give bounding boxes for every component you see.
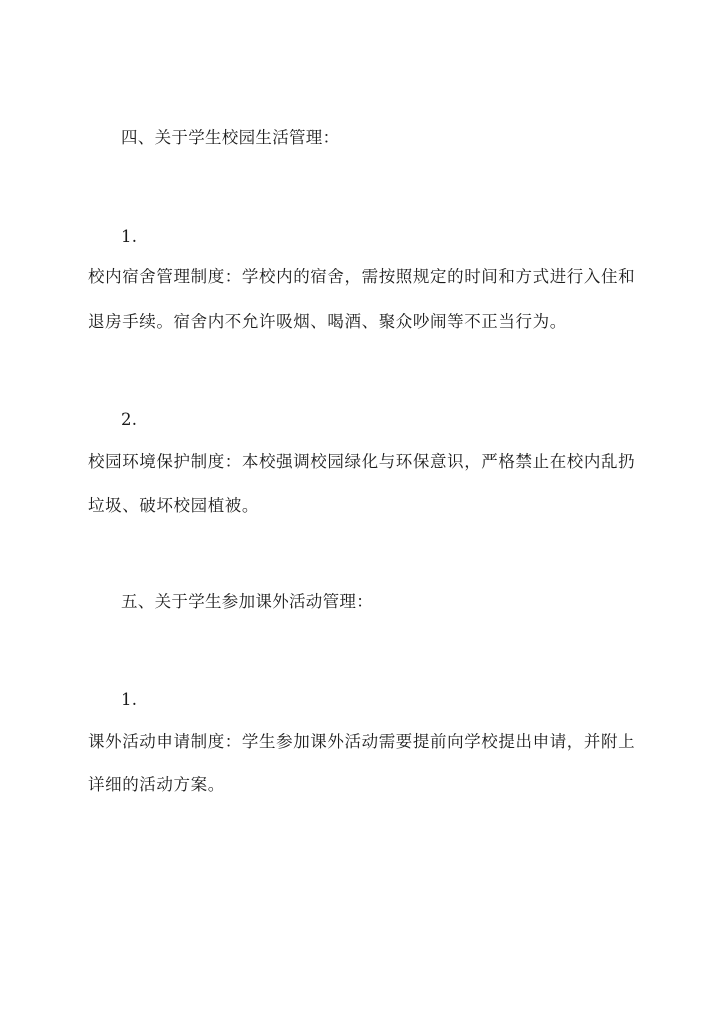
section-5-heading: 五、关于学生参加课外活动管理： bbox=[121, 592, 373, 611]
section-4-item-2-line-2: 垃圾、破坏校园植被。 bbox=[88, 496, 259, 515]
section-5-item-1-number: 1. bbox=[121, 690, 138, 709]
section-4-item-1-line-1: 校内宿舍管理制度：学校内的宿舍，需按照规定的时间和方式进行入住和 bbox=[88, 267, 636, 286]
section-4-item-2-line-1: 校园环境保护制度：本校强调校园绿化与环保意识，严格禁止在校内乱扔 bbox=[88, 452, 636, 471]
section-4-item-2-number: 2. bbox=[121, 410, 138, 429]
section-5-item-1-line-1: 课外活动申请制度：学生参加课外活动需要提前向学校提出申请，并附上 bbox=[88, 732, 636, 751]
section-4-item-1-number: 1. bbox=[121, 227, 138, 246]
section-4-item-1-line-2: 退房手续。宿舍内不允许吸烟、喝酒、聚众吵闹等不正当行为。 bbox=[88, 312, 567, 331]
section-5-item-1-line-2: 详细的活动方案。 bbox=[88, 775, 225, 794]
section-4-heading: 四、关于学生校园生活管理： bbox=[121, 128, 340, 147]
